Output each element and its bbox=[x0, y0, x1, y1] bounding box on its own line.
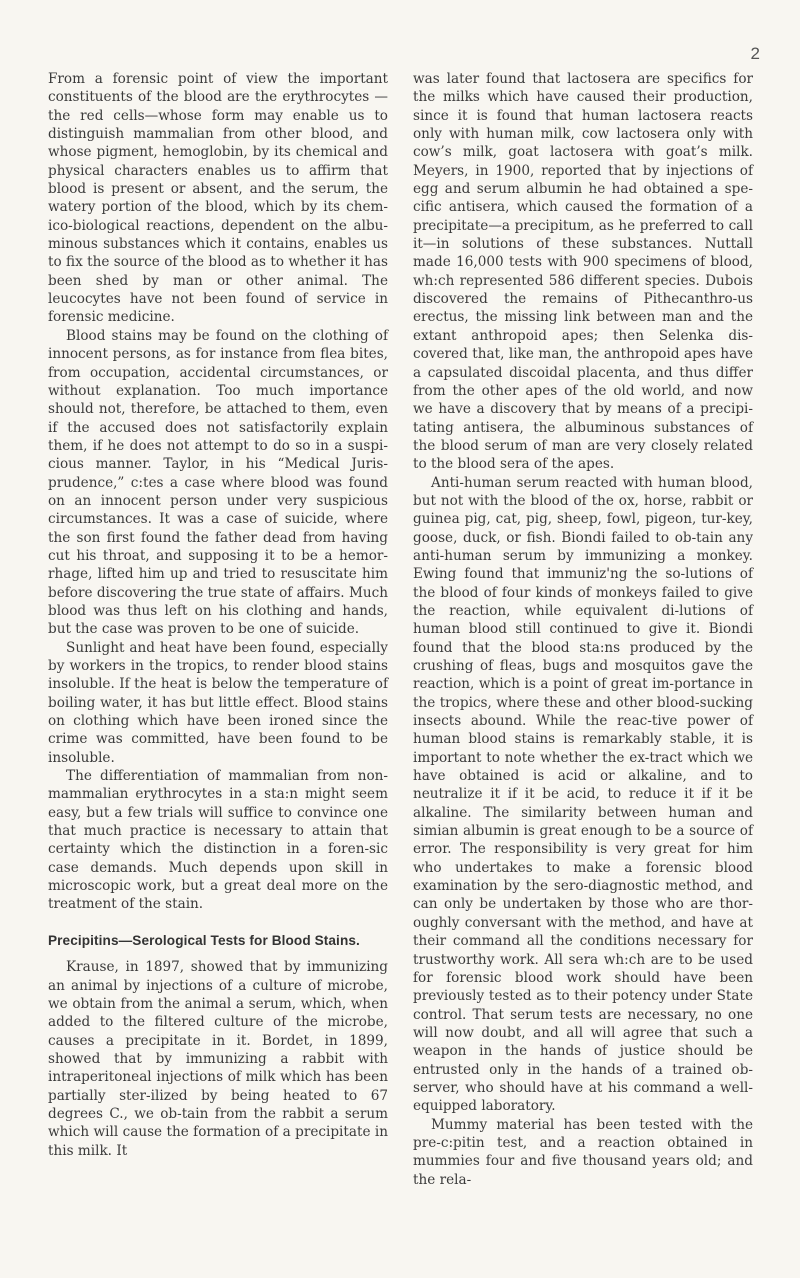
paragraph: Krause, in 1897, showed that by immunizing an animal by injections of a culture of microbe, we obtain from the animal a serum, which, when added to the filtered culture of the microbe, causes a precipitate in it. Bordet, in 1899, showed that by immunizing a rabbit with intraperitoneal injections of milk which has been partially ster-ilized by being heated to 67 degrees C., we ob-tain from the rabbit a serum which will cause the formation of a precipitate in this milk. It bbox=[48, 959, 388, 1159]
left-column bbox=[48, 70, 388, 1160]
paragraph: was later found that lactosera are specifics for the milks which have caused their production, since it is found that human lactosera reacts only with human milk, cow lactosera only with cow’s milk, goat lactosera with goat’s milk. Meyers, in 1900, reported that by injections of egg and serum albumin he had obtained a spe-cific antisera, which caused the formation of a precipitate—a precipitum, as he preferred to call it—in solutions of these substances. Nuttall made 16,000 tests with 900 specimens of blood, wh:ch represented 586 different species. Dubois discovered the remains of Pithecanthro-us erectus, the missing link between man and the extant anthropoid apes; then Selenka dis-covered that, like man, the anthropoid apes have a capsulated discoidal placenta, and thus differ from the other apes of the old world, and now we have a discovery that by means of a precipi-tating antisera, the albuminous substances of the blood serum of man are very closely related to the blood sera of the apes. bbox=[413, 71, 753, 473]
section-heading: Precipitins—Serological Tests for Blood Stains. bbox=[48, 932, 360, 948]
paragraph: From a forensic point of view the important constituents of the blood are the erythrocytes —the red cells—whose form may enable us to distinguish mammalian from other blood, and whose pigment, hemoglobin, by its chemical and physical characters enables us to affirm that blood is present or absent, and the serum, the watery portion of the blood, which by its chem-ico-biological reactions, dependent on the albu-minous substances which it contains, enables us to fix the source of the blood as to whether it has been shed by man or other animal. The leucocytes have not been found of service in forensic medicine. bbox=[48, 71, 388, 326]
paragraph: The differentiation of mammalian from non-mammalian erythrocytes in a sta:n might seem easy, but a few trials will suffice to convince one that much practice is necessary to attain that certainty which the distinction in a foren-sic case demands. Much depends upon skill in microscopic work, but a great deal more on the treatment of the stain. bbox=[48, 768, 388, 913]
paragraph: Sunlight and heat have been found, especially by workers in the tropics, to render blood stains insoluble. If the heat is below the temperature of boiling water, it has but little effect. Blood stains on clothing which have been ironed since the crime was committed, have been found to be insoluble. bbox=[48, 639, 388, 766]
paragraph: Blood stains may be found on the clothing of innocent persons, as for instance from flea bites, from occupation, accidental circumstances, or without explanation. Too much importance should not, therefore, be attached to them, even if the accused does not satisfactorily explain them, if he does not attempt to do so in a suspi-cious manner. Taylor, in his “Medical Juris-prudence,” c:tes a case where blood was found on an innocent person under very suspicious circumstances. It was a case of suicide, where the son first found the father dead from having cut his throat, and supposing it to be a hemor-rhage, lifted him up and tried to resuscitate him before discovering the true state of affairs. Much blood was thus left on his clothing and hands, but the case was proven to be one of suicide. bbox=[48, 327, 388, 638]
paragraph: Mummy material has been tested with the pre-c:pitin test, and a reaction obtained in mummies four and five thousand years old; and the rela- bbox=[413, 1116, 753, 1188]
page-number: 2 bbox=[750, 44, 760, 63]
paragraph: Anti-human serum reacted with human blood, but not with the blood of the ox, horse, rabbit or guinea pig, cat, pig, sheep, fowl, pigeon, tur-key, goose, duck, or fish. Biondi failed to ob-tain any anti-human serum by immunizing a monkey. Ewing found that immuniz'ng the so-lutions of the blood of four kinds of monkeys failed to give the reaction, while equivalent di-lutions of human blood still continued to give it. Biondi found that the blood sta:ns produced by the crushing of fleas, bugs and mosquitos gave the reaction, which is a point of great im-portance in the tropics, where these and other blood-sucking insects abound. While the reac-tive power of human blood stains is remarkably stable, it is important to note whether the ex-tract which we have obtained is acid or alkaline, and to neutralize it if it be acid, to reduce it if it be alkaline. The similarity between human and simian albumin is great enough to be a source of error. The responsibility is very great for him who undertakes to make a forensic blood examination by the sero-diagnostic method, and can only be undertaken by those who are thor-oughly conversant with the method, and have at their command all the conditions necessary for trustworthy work. All sera wh:ch are to be used for forensic blood work should have been previously tested as to their potency under State control. That serum tests are necessary, no one will now doubt, and all will agree that such a weapon in the hands of justice should be entrusted only in the hands of a trained ob-server, who should have at his command a well-equipped laboratory. bbox=[413, 474, 753, 1115]
right-column bbox=[413, 70, 753, 1189]
